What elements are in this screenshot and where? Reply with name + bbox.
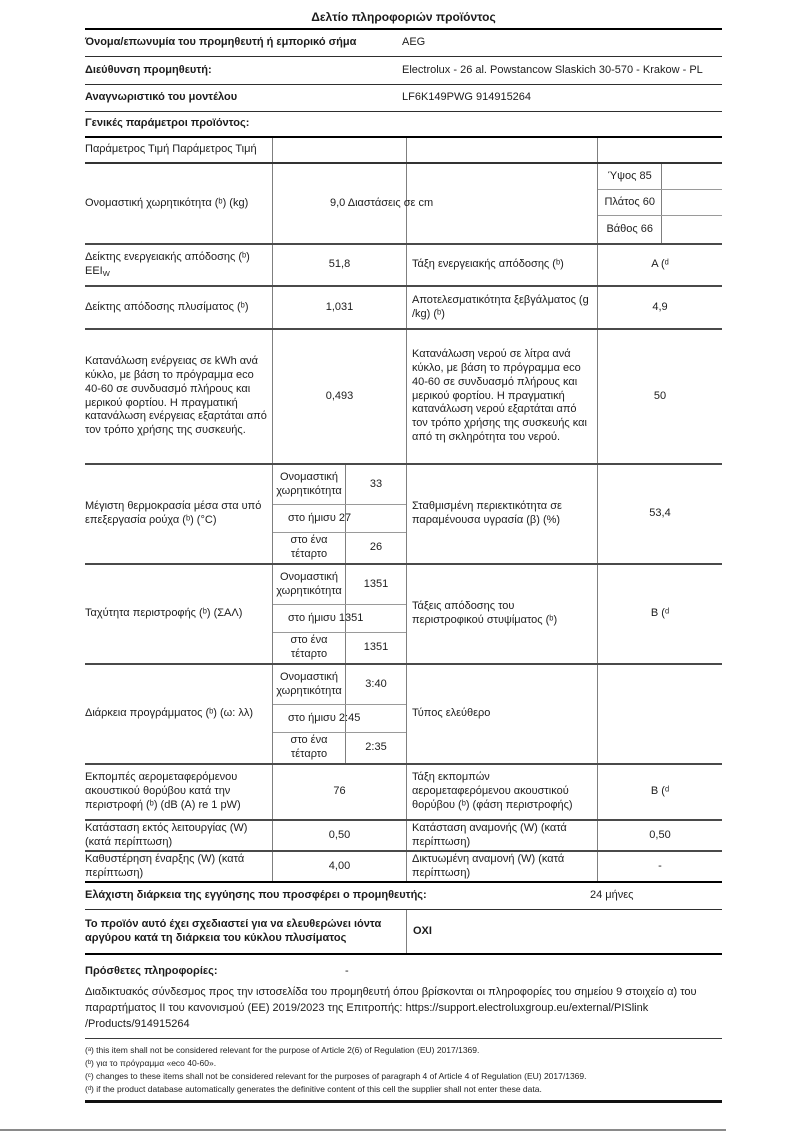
footnotes: [85, 1044, 722, 1096]
noise-class-value: B (ᵈ: [597, 765, 722, 819]
programme-duration-subtable: Ονομαστική χωρητικότητα 3:40 στο ήμισυ 2:45 στο ένα τέταρτο 2:35: [272, 665, 407, 763]
supplier-name-value: AEG: [402, 36, 426, 49]
programme-duration-label: Διάρκεια προγράμματος (ᵇ) (ω: λλ): [85, 707, 254, 720]
noise-row: [85, 765, 722, 821]
additional-info-row: [85, 963, 722, 981]
capacity-label: Ονομαστική χωρητικότητα (ᵇ) (kg): [85, 196, 249, 209]
washing-index-row: [85, 287, 722, 330]
spin-speed-subtable: Ονομαστική χωρητικότητα 1351 στο ήμισυ 1351 στο ένα τέταρτο 1351: [272, 565, 407, 663]
supplier-name-row: [85, 30, 722, 57]
eei-value: 51,8: [272, 245, 407, 285]
silver-ions-row: [85, 910, 722, 955]
silver-ions-value: ΟΧΙ: [413, 924, 432, 937]
noise-value: 76: [272, 765, 407, 819]
silver-ions-label: Το προϊόν αυτό έχει σχεδιαστεί για να ελευθερώνει ιόντα αργύρου κατά τη διάρκεια του κύκλου πλυσίματος: [85, 910, 407, 953]
dimension-depth-row: Βάθος 66: [598, 216, 722, 243]
bottom-thick-divider: [85, 1100, 722, 1103]
dimension-width-row: Πλάτος 60: [598, 190, 722, 216]
general-parameters-heading: Γενικές παράμετροι προϊόντος:: [85, 112, 722, 138]
spin-speed-row: [85, 565, 722, 665]
spin-speed-label: Ταχύτητα περιστροφής (ᵇ) (ΣΑΛ): [85, 607, 243, 620]
residual-moisture-label: Σταθμισμένη περιεκτικότητα σε παραμένουσα υγρασία (β) (%): [412, 500, 562, 526]
footnote-d: (ᵈ) if the product database automatically generates the definitive content of this cell the supplier shall not enter these data.: [85, 1083, 542, 1094]
table-header-cell: Παράμετρος Τιμή Παράμετρος Τιμή: [85, 143, 257, 156]
dimensions-cell: [597, 164, 722, 243]
energy-consumption-label: Κατανάλωση ενέργειας σε kWh ανά κύκλο, με βάση το πρόγραμμα eco 40-60 σε συνδυασμό πλήρους και μερικού φορτίου. Η πραγματική κατανάλωση ενέργειας εξαρτάται από τον τρόπο χρήσης της συσκευής.: [85, 355, 267, 436]
spin-class-value: B (ᵈ: [597, 565, 722, 663]
capacity-dimensions-row: [85, 164, 722, 245]
supplier-name-label: Όνομα/επωνυμία του προμηθευτή ή εμπορικό σήμα: [85, 36, 357, 49]
rinsing-effectiveness-label: Αποτελεσματικότητα ξεβγάλματος (g /kg) (ᵇ): [412, 293, 589, 320]
water-consumption-value: 50: [597, 330, 722, 463]
energy-efficiency-row: [85, 245, 722, 287]
delay-start-label: Καθυστέρηση έναρξης (W) (κατά περίπτωση): [85, 852, 245, 879]
max-temperature-row: [85, 465, 722, 565]
additional-info-value: -: [345, 965, 349, 978]
consumption-row: [85, 330, 722, 465]
supplier-address-row: [85, 57, 722, 85]
dimension-height-row: Ύψος 85: [598, 164, 722, 190]
warranty-label: Ελάχιστη διάρκεια της εγγύησης που προσφέρει ο προμηθευτής:: [85, 889, 427, 902]
warranty-row: [85, 883, 722, 910]
networked-standby-value: -: [597, 852, 722, 881]
additional-info-label: Πρόσθετες πληροφορίες:: [85, 965, 218, 978]
page-footer-rule: [0, 1129, 726, 1131]
energy-class-value: A (ᵈ: [597, 245, 722, 285]
type-label: Τύπος ελεύθερο: [412, 707, 491, 720]
residual-moisture-value: 53,4: [597, 465, 722, 563]
parameters-table: [85, 138, 722, 883]
warranty-value: 24 μήνες: [590, 889, 634, 902]
washing-index-value: 1,031: [272, 287, 407, 328]
noise-class-label: Τάξη εκπομπών αερομεταφερόμενου ακουστικού θορύβου (ᵇ) (φάση περιστροφής): [412, 771, 573, 811]
eei-label: Δείκτης ενεργειακής απόδοσης (ᵇ) EEIW: [85, 251, 250, 278]
networked-standby-label: Δικτυωμένη αναμονή (W) (κατά περίπτωση): [412, 852, 565, 879]
type-value: [597, 665, 722, 763]
supplier-address-label: Διεύθυνση προμηθευτή:: [85, 63, 212, 76]
standby-value: 0,50: [597, 821, 722, 850]
off-mode-row: [85, 821, 722, 852]
footnote-b: (ᵇ) για το πρόγραμμα «eco 40-60».: [85, 1057, 217, 1068]
off-mode-value: 0,50: [272, 821, 407, 850]
delay-start-value: 4,00: [272, 852, 407, 881]
water-consumption-label: Κατανάλωση νερού σε λίτρα ανά κύκλο, με βάση το πρόγραμμα eco 40-60 σε συνδυασμό πλήρους και μερικού φορτίου. Η πραγματική κατανάλωση νερού εξαρτάται από τον τρόπο χρήσης της συσκευής και από τη σκληρότητα του νερού.: [412, 348, 587, 443]
model-id-value: LF6K149PWG 914915264: [402, 91, 532, 104]
table-header-row: [85, 138, 722, 164]
programme-duration-row: [85, 665, 722, 765]
model-id-label: Αναγνωριστικό του μοντέλου: [85, 91, 238, 104]
energy-class-label: Τάξη ενεργειακής απόδοσης (ᵇ): [412, 258, 564, 271]
footnote-c: (ᶜ) changes to these items shall not be considered relevant for the purposes of paragraph 4 of Article 4 of Regulation (EU) 2017/1369.: [85, 1070, 587, 1081]
model-id-row: [85, 85, 722, 112]
footnote-a: (ᵃ) this item shall not be considered relevant for the purpose of Article 2(6) of Regulation (EU) 2017/1369.: [85, 1044, 480, 1055]
noise-label: Εκπομπές αερομεταφερόμενου ακουστικού θορύβου κατά την περιστροφή (ᵇ) (dB (A) re 1 pW): [85, 771, 241, 811]
delay-start-row: [85, 852, 722, 883]
supplier-address-value: Electrolux - 26 al. Powstancow Slaskich 30-570 - Krakow - PL: [402, 63, 703, 76]
rinsing-effectiveness-value: 4,9: [597, 287, 722, 328]
page-title: Δελτίο πληροφοριών προϊόντος: [85, 0, 722, 30]
standby-label: Κατάσταση αναμονής (W) (κατά περίπτωση): [412, 821, 567, 848]
spin-class-label: Τάξεις απόδοσης του περιστροφικού στυψίματος (ᵇ): [412, 600, 558, 626]
washing-index-label: Δείκτης απόδοσης πλυσίματος (ᵇ): [85, 300, 249, 313]
energy-consumption-value: 0,493: [272, 330, 407, 463]
fiche-content: [85, 0, 722, 1103]
off-mode-label: Κατάσταση εκτός λειτουργίας (W) (κατά περίπτωση): [85, 821, 248, 848]
supplier-link-paragraph: Διαδικτυακός σύνδεσμος προς την ιστοσελίδα του προμηθευτή όπου βρίσκονται οι πληροφορίες του σημείου 9 στοιχείο α) του παραρτήματος II του κανονισμού (ΕΕ) 2019/2023 της Επιτροπής: https://support.electroluxgroup.eu/external/PISlink /Products/914915264: [85, 985, 722, 1039]
max-temperature-label: Μέγιστη θερμοκρασία μέσα στα υπό επεξεργασία ρούχα (ᵇ) (°C): [85, 500, 262, 526]
max-temperature-subtable: Ονομαστική χωρητικότητα 33 στο ήμισυ 27 στο ένα τέταρτο 26: [272, 465, 407, 563]
capacity-value: 9,0 Διαστάσεις σε cm: [330, 196, 434, 209]
